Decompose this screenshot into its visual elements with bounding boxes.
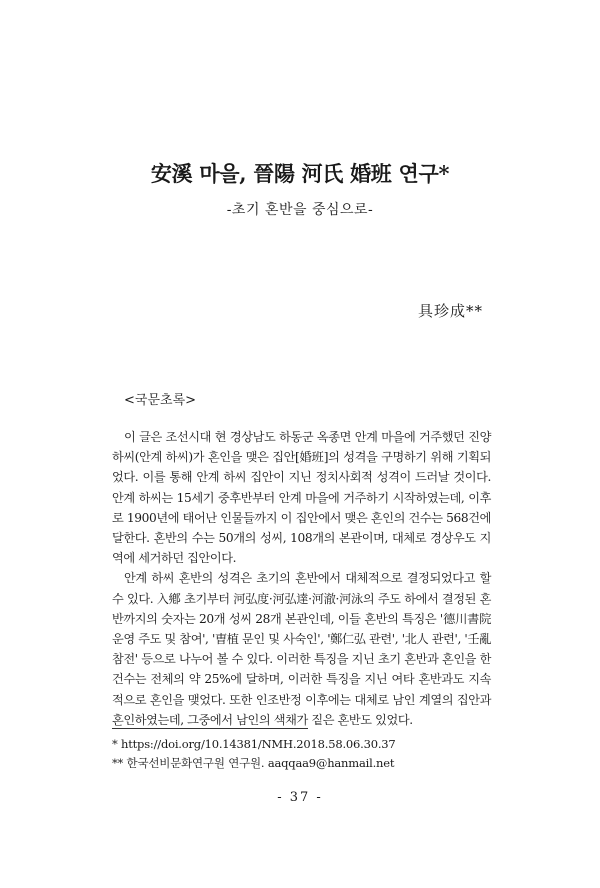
author-name: 具珍成**: [417, 302, 483, 320]
abstract-body: [112, 427, 491, 730]
article-subtitle: -초기 혼반을 중심으로-: [226, 202, 374, 218]
footnote-divider: [112, 728, 308, 729]
abstract-paragraph-2: 안계 하씨 혼반의 성격은 초기의 혼반에서 대체적으로 결정되었다고 할 수 있다. 入鄕 초기부터 河弘度·河弘達·河澈·河泳의 주도 하에서 결정된 혼반까지의 숫자는 20개 성씨 28개 본관인데, 이들 혼반의 특징은 '德川書院 운영 주도 및 참여', '曺植 문인 및 사숙인', '鄭仁弘 관련', '北人 관련', '壬亂 참전' 등으로 나누어 볼 수 있다. 이러한 특징을 지닌 초기 혼반과 혼인을 한 건수는 전체의 약 25%에 달하며, 이러한 특징을 지닌 여타 혼반과도 지속적으로 혼인을 맺었다. 또한 인조반정 이후에는 대체로 남인 계열의 집안과 혼인하였는데, 그중에서 남인의 색채가 짙은 혼반도 있었다.: [112, 571, 491, 727]
footnote-doi: * https://doi.org/10.14381/NMH.2018.58.06.30.37: [112, 737, 396, 751]
abstract-paragraph-1: 이 글은 조선시대 현 경상남도 하동군 옥종면 안계 마을에 거주했던 진양 하씨(안계 하씨)가 혼인을 맺은 집안[婚班]의 성격을 구명하기 위해 기획되었다. 이를 통해 안계 하씨 집안이 지닌 정치사회적 성격이 드러날 것이다. 안계 하씨는 15세기 중후반부터 안계 마을에 거주하기 시작하였는데, 이후로 1900년에 태어난 인물들까지 이 집안에서 맺은 혼인의 건수는 568건에 달한다. 혼반의 수는 50개의 성씨, 108개의 본관이며, 대체로 경상우도 지역에 세거하던 집안이다.: [112, 430, 491, 566]
abstract-heading: <국문초록>: [124, 393, 197, 408]
article-title: 安溪 마을, 晉陽 河氏 婚班 연구*: [150, 161, 450, 186]
footnotes: [112, 735, 502, 773]
footnote-author-affiliation: ** 한국선비문화연구원 연구원. aaqqaa9@hanmail.net: [112, 756, 395, 770]
page-number: - 37 -: [277, 790, 323, 805]
